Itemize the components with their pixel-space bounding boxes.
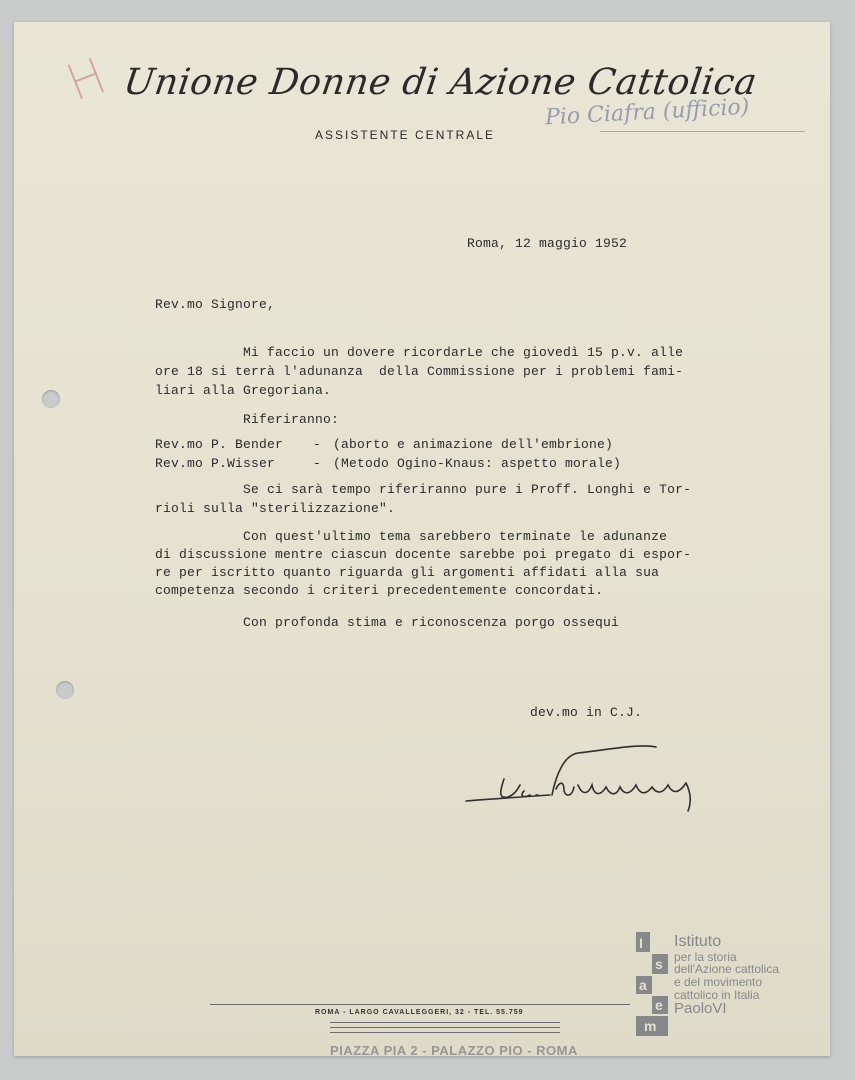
svg-text:m: m [644,1018,657,1034]
footer-rule-3 [330,1032,560,1033]
valediction: dev.mo in C.J. [530,705,643,720]
paragraph-1-line-1: Mi faccio un dovere ricordarLe che giovedì 15 p.v. alle [243,345,684,360]
punch-hole-top [42,390,60,408]
speaker-2-topic: (Metodo Ogino-Knaus: aspetto morale) [333,456,622,471]
svg-text:s: s [655,956,663,972]
watermark-line-2: per la storia [674,949,737,964]
letterhead-subtitle: ASSISTENTE CENTRALE [315,128,496,142]
footer-rule-top [210,1004,630,1005]
speaker-1-topic: (aborto e animazione dell'embrione) [333,437,614,452]
paragraph-2-line-1: Se ci sarà tempo riferiranno pure i Proff. Longhi e Tor- [243,482,692,497]
watermark-line-4: e del movimento [674,974,763,989]
paragraph-1-line-2: ore 18 si terrà l'adunanza della Commissione per i problemi fami- [155,364,684,379]
svg-text:I: I [639,935,643,951]
footer-rule-2 [330,1027,560,1028]
paragraph-2-line-2: rioli sulla "sterilizzazione". [155,501,396,516]
red-pencil-mark [60,51,117,108]
speaker-1-name: Rev.mo P. Bender [155,437,284,452]
watermark-line-6: PaoloVI [674,1000,727,1018]
watermark-line-5: cattolico in Italia [674,987,760,1002]
letter-salutation: Rev.mo Signore, [155,297,276,312]
pencil-annotation: Pio Ciafra (ufficio) [544,94,750,131]
letterhead-title: Unione Donne di Azione Cattolica [121,62,760,103]
watermark-line-1: Istituto [674,933,722,950]
speaker-2-name: Rev.mo P.Wisser [155,456,276,471]
paragraph-3-line-4: competenza secondo i criteri precedentemente concordati. [155,583,604,598]
handwritten-signature [460,735,720,815]
speakers-heading: Riferiranno: [243,412,340,427]
isacem-logo [634,932,670,1036]
footer-rule-1 [330,1022,560,1023]
footer-address: ROMA - LARGO CAVALLEGGERI, 32 - TEL. 55.759 [315,1009,524,1016]
watermark-text [674,934,779,1017]
closing-line: Con profonda stima e riconoscenza porgo ossequi [243,615,620,630]
letter-date: Roma, 12 maggio 1952 [467,236,628,251]
speaker-1-dash: - [313,437,322,452]
address-stamp: PIAZZA PIA 2 - PALAZZO PIO - ROMA [330,1043,578,1058]
archive-watermark [634,930,794,1040]
svg-text:a: a [639,977,647,993]
paragraph-3-line-1: Con quest'ultimo tema sarebbero terminate le adunanze [243,529,668,544]
paragraph-3-line-3: re per iscritto quanto riguarda gli argomenti affidati alla sua [155,565,660,580]
speaker-2-dash: - [313,456,322,471]
pencil-underline [600,131,805,132]
paragraph-1-line-3: liari alla Gregoriana. [155,383,332,398]
svg-text:e: e [655,997,663,1013]
paragraph-3-line-2: di discussione mentre ciascun docente sarebbe poi pregato di espor- [155,547,692,562]
watermark-line-3: dell'Azione cattolica [674,962,780,977]
punch-hole-bottom [56,681,74,699]
